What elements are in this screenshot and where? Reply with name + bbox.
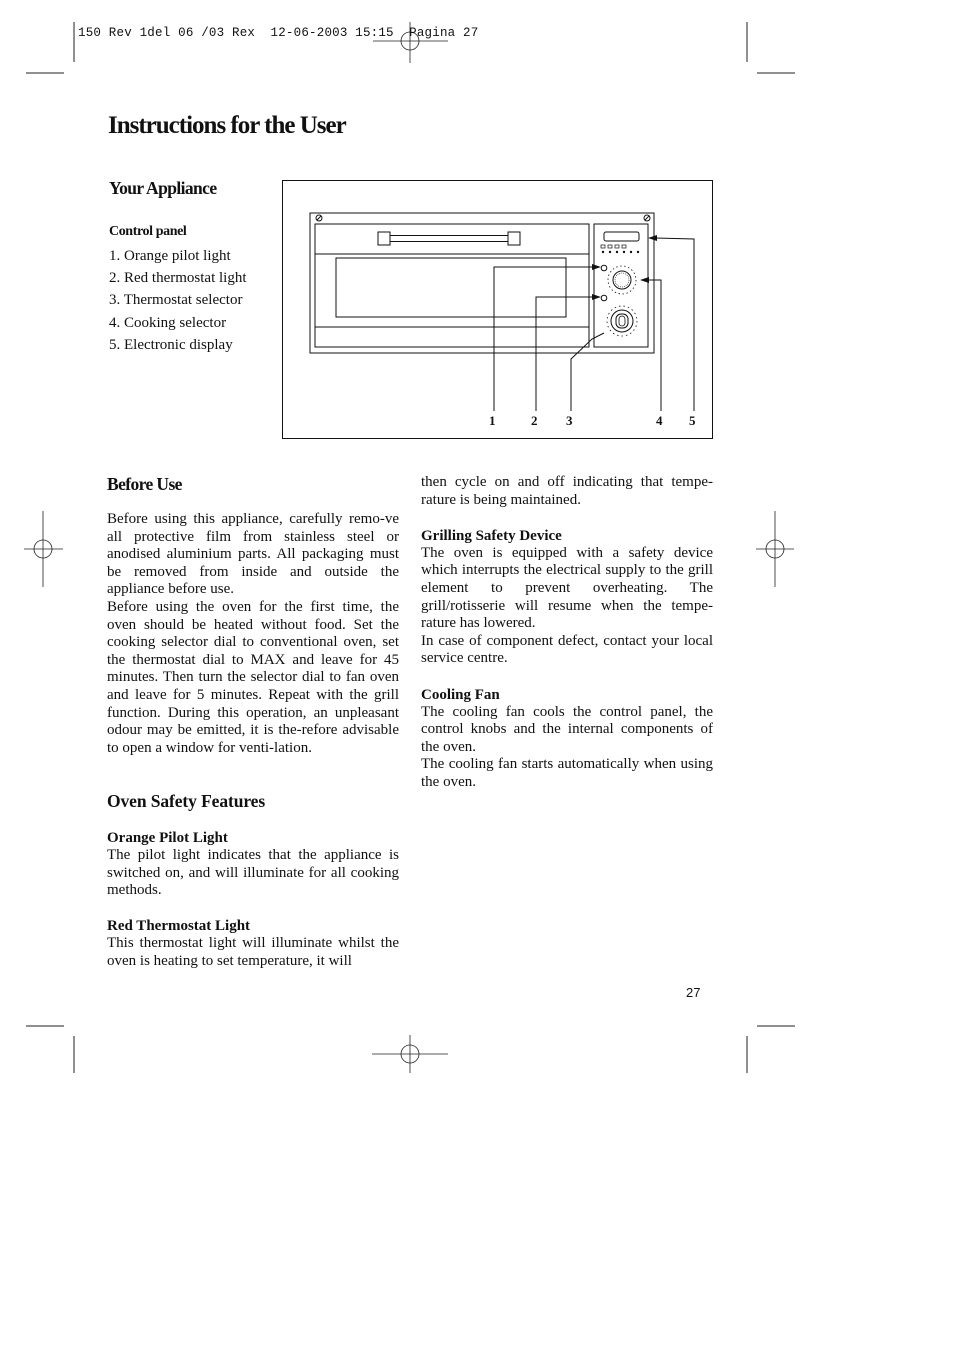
registration-target-bottom: [372, 1035, 448, 1073]
page-title: Instructions for the User: [108, 112, 346, 139]
paragraph: Before using the oven for the first time, the oven should be heated without food. Set the cooking selector dial to conventional oven, set the thermostat dial to MAX and leave for 45 minutes. Then turn the selector dial to fan oven and leave for 5 minutes. Repeat with the grill function. During this operation, an unpleasant odour may be emitted, it is the-refore advisable to open a window for venti-lation.: [107, 598, 399, 756]
callout-number: 1: [489, 413, 496, 428]
paragraph: Before using this appliance, carefully remo-ve all protective film from stainless steel or anodised aluminium parts. All packaging must be removed from inside and outside the appliance before use.: [107, 511, 399, 598]
paragraph: The cooling fan starts automatically when using the oven.: [421, 756, 713, 790]
registration-target-right: [756, 511, 794, 587]
oven-safety-body: [107, 829, 399, 971]
control-panel-list: [109, 245, 246, 356]
right-column: [421, 474, 713, 792]
before-use-heading: Before Use: [107, 474, 182, 494]
paragraph: then cycle on and off indicating that tempe-rature is being maintained.: [421, 474, 713, 508]
list-item: 3. Thermostat selector: [109, 292, 243, 309]
list-item: 2. Red thermostat light: [109, 270, 247, 287]
red-thermostat-heading: Red Thermostat Light: [107, 918, 251, 935]
paragraph: The pilot light indicates that the appliance is switched on, and will illuminate for all cooking methods.: [107, 847, 399, 899]
paragraph: In case of component defect, contact your local service centre.: [421, 632, 713, 667]
paragraph: This thermostat light will illuminate whilst the oven is heating to set temperature, it will: [107, 935, 399, 969]
oven-illustration: [283, 181, 714, 440]
list-item: 1. Orange pilot light: [109, 248, 231, 264]
control-panel-label: Control panel: [109, 224, 187, 239]
list-item: 4. Cooking selector: [109, 314, 227, 331]
grilling-safety-heading: Grilling Safety Device: [421, 527, 562, 544]
callout-number: 4: [656, 413, 663, 428]
before-use-body: [107, 511, 399, 757]
callout-number: 3: [566, 413, 573, 428]
page-number: 27: [686, 985, 701, 1000]
registration-target-left: [24, 511, 63, 587]
callout-number: 5: [689, 413, 696, 428]
orange-pilot-heading: Orange Pilot Light: [107, 830, 228, 846]
list-item: 5. Electronic display: [109, 336, 233, 353]
paragraph: The cooling fan cools the control panel, the control knobs and the internal components of the oven.: [421, 703, 713, 755]
callout-number: 2: [531, 413, 538, 428]
paragraph: The oven is equipped with a safety device which interrupts the electrical supply to the grill element to prevent overheating. The grill/rotisserie will resume when the tempe-rature has lowered.: [421, 544, 713, 632]
cooling-fan-heading: Cooling Fan: [421, 686, 500, 703]
oven-safety-heading: Oven Safety Features: [107, 791, 266, 811]
your-appliance-heading: Your Appliance: [109, 178, 217, 198]
oven-diagram: [282, 180, 713, 439]
print-slug: 150 Rev 1del 06 /03 Rex 12-06-2003 15:15 Pagina 27: [78, 26, 479, 40]
